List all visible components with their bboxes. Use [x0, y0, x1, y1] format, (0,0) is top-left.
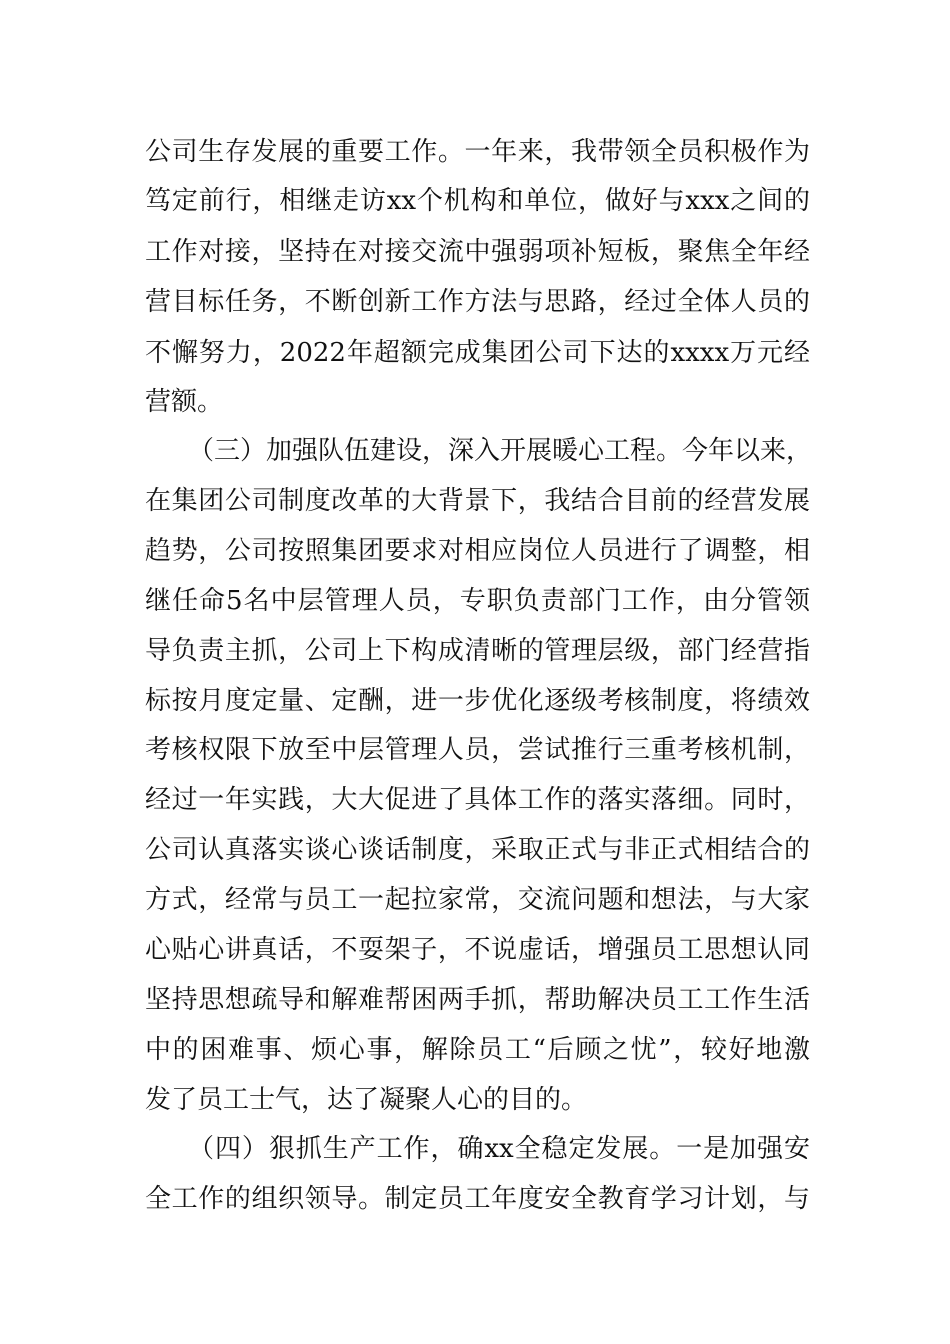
text-line: 心贴心讲真话，不耍架子，不说虚话，增强员工思想认同 — [145, 935, 810, 965]
text-line: 不懈努力，2022年超额完成集团公司下达的xxxx万元经 — [145, 338, 810, 368]
text-line: 发了员工士气，达了凝聚人心的目的。 — [145, 1085, 588, 1115]
section-heading-line: （三）加强队伍建设，深入开展暖心工程。今年以来， — [188, 436, 813, 466]
text-line: 公司认真落实谈心谈话制度，采取正式与非正式相结合的 — [145, 835, 810, 865]
text-line: 营目标任务，不断创新工作方法与思路，经过全体人员的 — [145, 287, 810, 317]
section-heading-line: （四）狠抓生产工作，确xx全稳定发展。一是加强安 — [188, 1134, 810, 1164]
text-line: 导负责主抓，公司上下构成清晰的管理层级，部门经营指 — [145, 636, 810, 666]
text-line: 标按月度定量、定酬，进一步优化逐级考核制度，将绩效 — [145, 686, 810, 716]
text-line: 中的困难事、烦心事，解除员工“后顾之忧”，较好地激 — [145, 1035, 810, 1065]
text-line: 方式，经常与员工一起拉家常，交流问题和想法，与大家 — [145, 885, 810, 915]
text-line: 在集团公司制度改革的大背景下，我结合目前的经营发展 — [145, 486, 810, 516]
text-line: 工作对接，坚持在对接交流中强弱项补短板，聚焦全年经 — [145, 237, 810, 267]
text-line: 经过一年实践，大大促进了具体工作的落实落细。同时， — [145, 785, 810, 815]
text-line: 全工作的组织领导。制定员工年度安全教育学习计划，与 — [145, 1184, 810, 1214]
text-line: 营额。 — [145, 387, 224, 417]
text-line: 公司生存发展的重要工作。一年来，我带领全员积极作为 — [145, 137, 810, 167]
text-line: 笃定前行，相继走访xx个机构和单位，做好与xxx之间的 — [145, 186, 810, 216]
text-line: 坚持思想疏导和解难帮困两手抓，帮助解决员工工作生活 — [145, 985, 810, 1015]
text-line: 考核权限下放至中层管理人员，尝试推行三重考核机制， — [145, 735, 810, 765]
text-line: 继任命5名中层管理人员，专职负责部门工作，由分管领 — [145, 586, 810, 616]
text-line: 趋势，公司按照集团要求对相应岗位人员进行了调整，相 — [145, 536, 810, 566]
